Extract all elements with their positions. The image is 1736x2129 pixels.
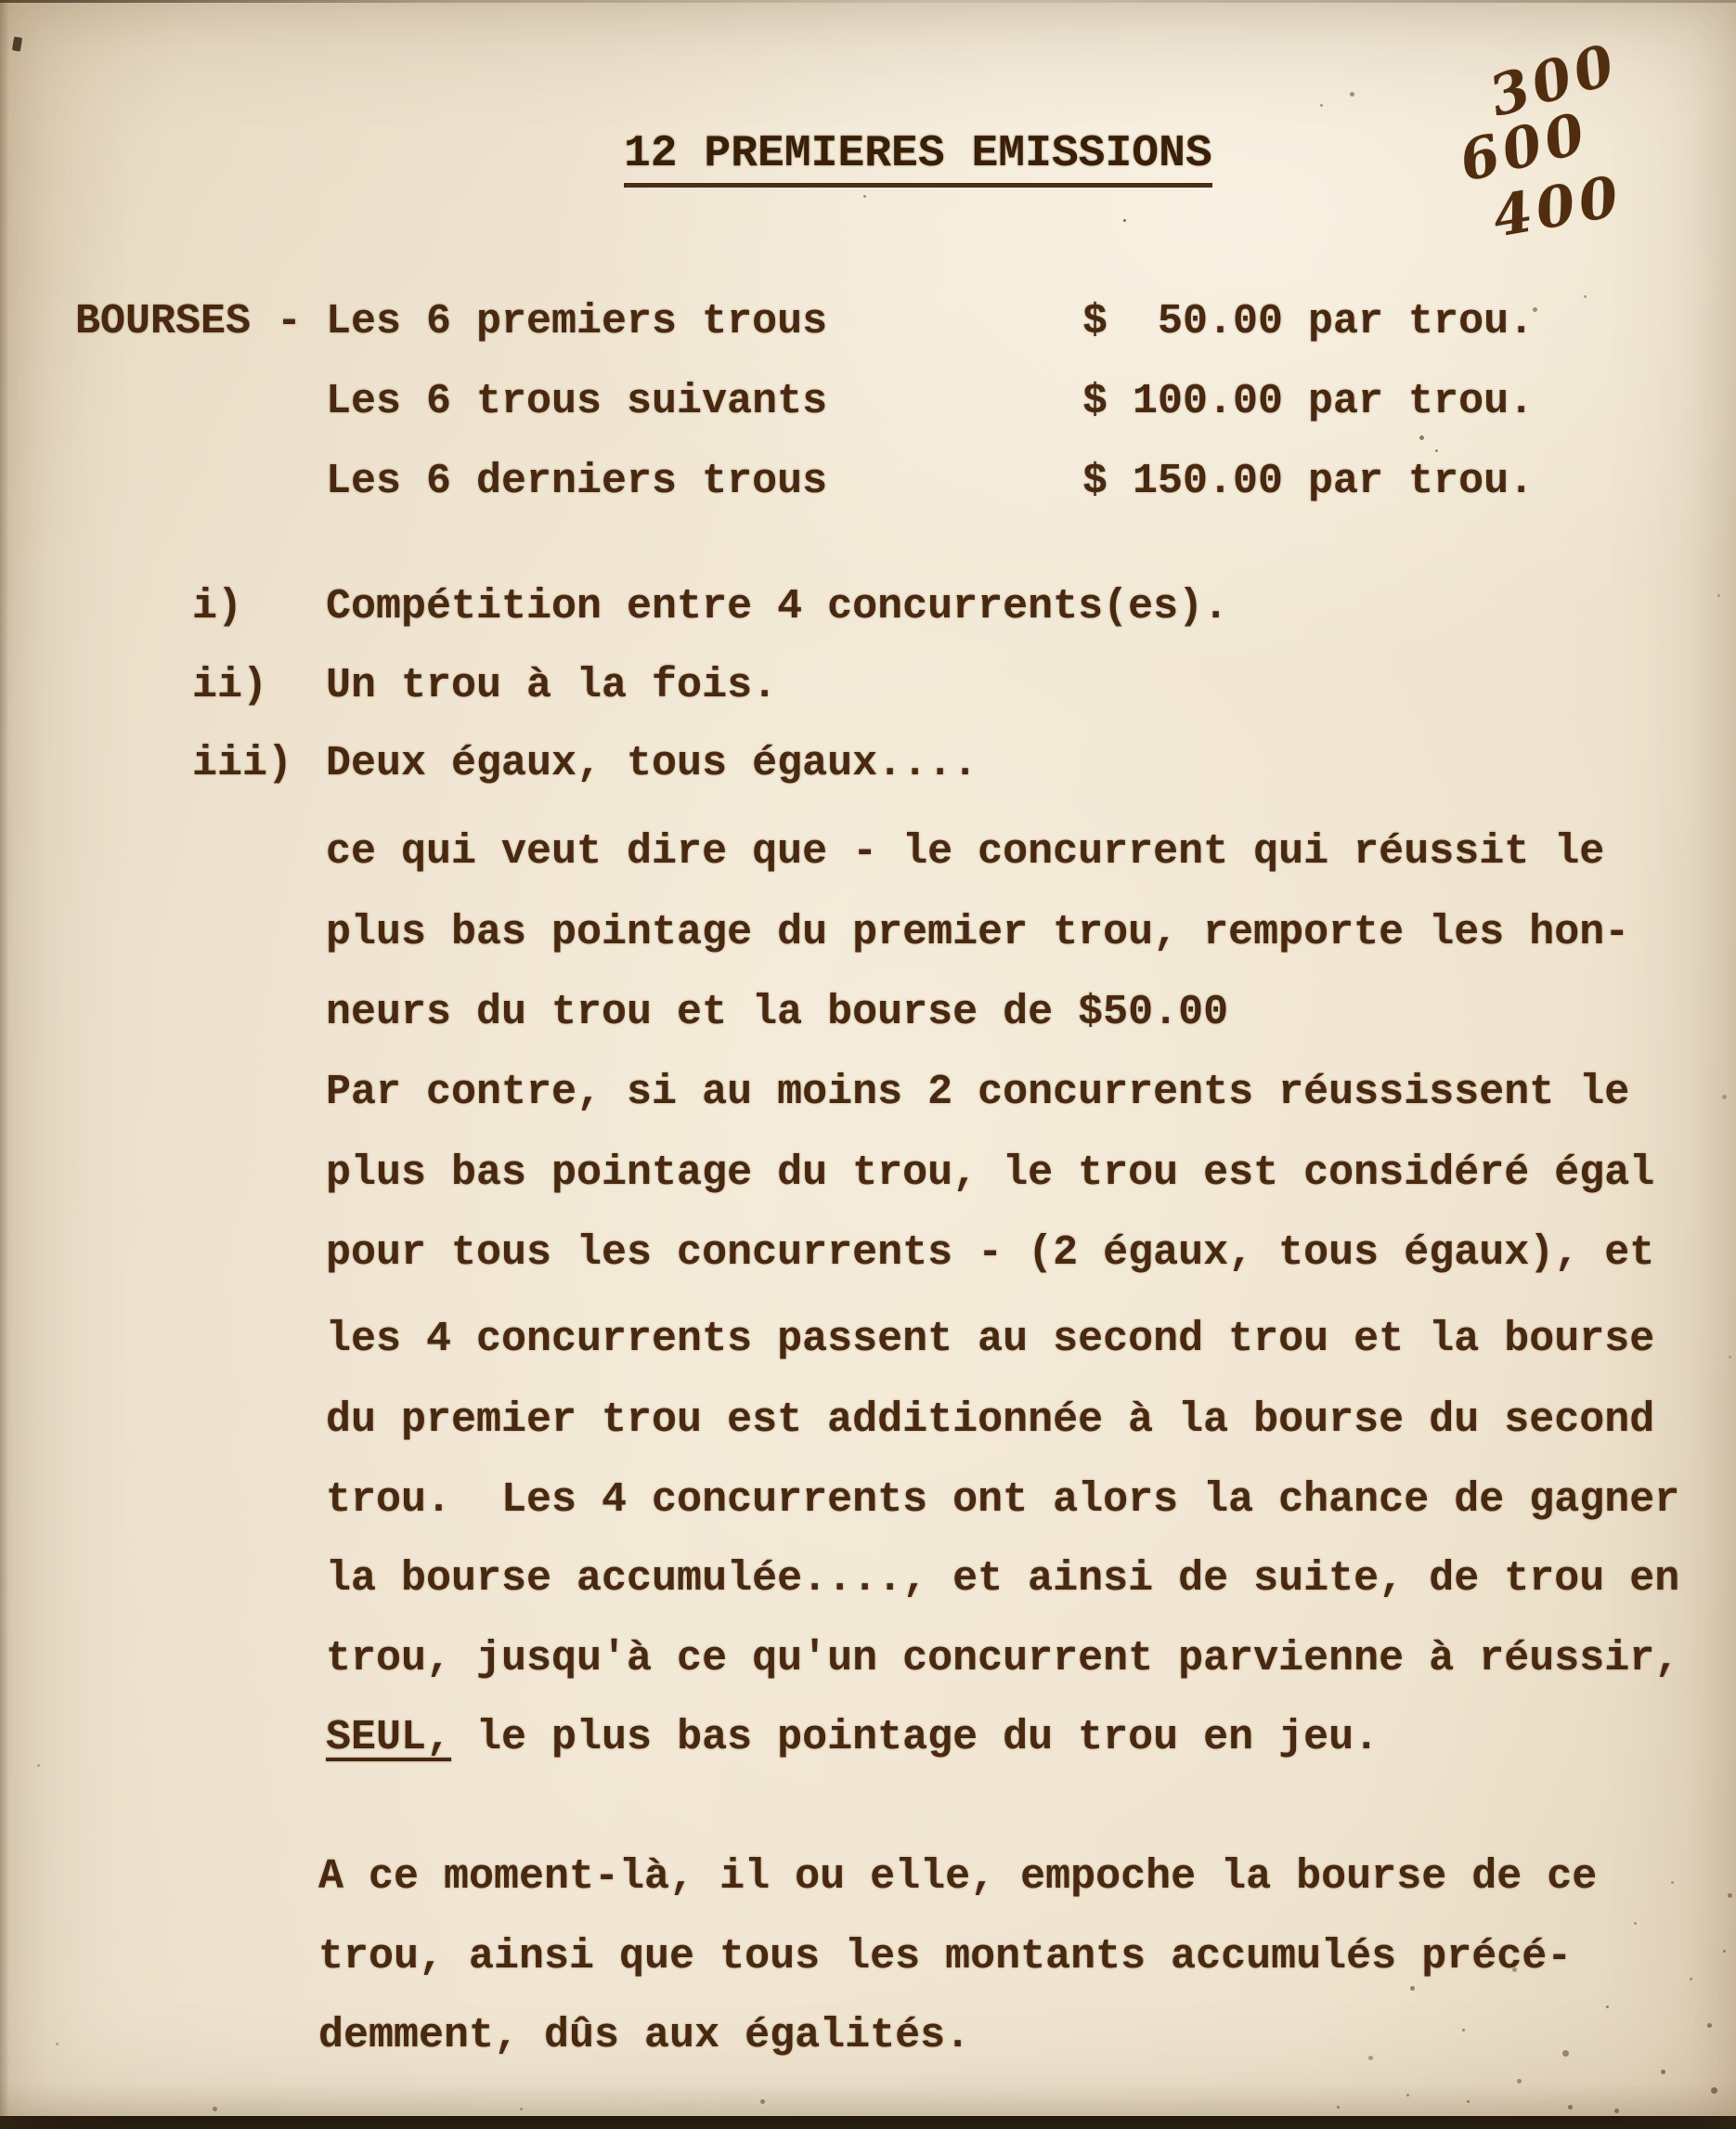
rule-i-marker: i)	[192, 583, 243, 630]
handwritten-note-3: 400	[1487, 163, 1628, 251]
bourse-amount-2: $ 100.00 par trou.	[1082, 378, 1535, 425]
paragraph2-line-8	[0, 1635, 1736, 1687]
paragraph-text: les 4 concurrents passent au second trou et la bourse	[326, 1316, 1655, 1363]
bourse-amount-3: $ 150.00 par trou.	[1082, 458, 1535, 505]
rule-i-text: Compétition entre 4 concurrents(es).	[326, 583, 1229, 630]
paragraph2-line-4	[0, 1316, 1736, 1368]
paragraph2-line-2	[0, 1149, 1736, 1201]
bourse-item-1: Les 6 premiers trous	[326, 298, 828, 345]
rule-ii-text: Un trou à la fois.	[326, 662, 778, 709]
paragraph2-line-9-seul	[0, 1714, 1736, 1766]
rule-iii	[0, 740, 1736, 792]
bourses-heading: BOURSES	[75, 298, 252, 345]
rule-iii-marker: iii)	[192, 740, 293, 787]
scan-corner-mark	[12, 36, 22, 51]
paragraph-text: demment, dûs aux égalités.	[318, 2012, 971, 2059]
page-title: 12 PREMIERES EMISSIONS	[624, 130, 1212, 188]
paragraph-text: trou. Les 4 concurrents ont alors la chance de gagner	[326, 1476, 1680, 1524]
paragraph-text: la bourse accumulée...., et ainsi de suite, de trou en	[326, 1555, 1680, 1603]
seul-line	[326, 1714, 1379, 1762]
paragraph1-line-1	[0, 828, 1736, 880]
scan-bottom-shade	[0, 2084, 1736, 2116]
bourses-row-1	[0, 298, 1736, 350]
paragraph2-line-1	[0, 1069, 1736, 1121]
bourse-item-3: Les 6 derniers trous	[326, 458, 828, 505]
bourse-item-2: Les 6 trous suivants	[326, 378, 828, 425]
handwritten-note-2: 600	[1453, 100, 1596, 195]
paragraph-text: trou, ainsi que tous les montants accumulés précé-	[318, 1933, 1573, 1980]
bourses-dash: -	[277, 298, 303, 345]
bourses-row-3	[0, 458, 1736, 510]
paragraph-text: plus bas pointage du trou, le trou est considéré égal	[326, 1149, 1655, 1197]
paragraph-text: A ce moment-là, il ou elle, empoche la bourse de ce	[318, 1853, 1598, 1901]
paper-speckles	[0, 0, 3, 3]
paragraph-text: plus bas pointage du premier trou, remporte les hon-	[326, 909, 1630, 956]
paragraph-text: du premier trou est additionnée à la bourse du second	[326, 1396, 1655, 1444]
paragraph2-line-6	[0, 1476, 1736, 1528]
rule-iii-text: Deux égaux, tous égaux....	[326, 740, 978, 787]
paragraph2-line-5	[0, 1396, 1736, 1448]
paragraph1-line-2	[0, 909, 1736, 961]
paragraph-text: neurs du trou et la bourse de $50.00	[326, 989, 1229, 1036]
scan-bottom-bar	[0, 2116, 1736, 2129]
paragraph3-line-1	[0, 1853, 1736, 1905]
scan-edge-top	[0, 0, 1736, 3]
paragraph2-line-3	[0, 1229, 1736, 1281]
rule-ii-marker: ii)	[192, 662, 268, 709]
paragraph-text: pour tous les concurrents - (2 égaux, tous égaux), et	[326, 1229, 1655, 1277]
paragraph3-line-3	[0, 2012, 1736, 2064]
rule-ii	[0, 662, 1736, 714]
handwritten-note-1: 300	[1483, 32, 1626, 130]
paragraph3-line-2	[0, 1933, 1736, 1985]
paragraph-text: trou, jusqu'à ce qu'un concurrent parvienne à réussir,	[326, 1635, 1680, 1682]
paragraph-text: Par contre, si au moins 2 concurrents réussissent le	[326, 1069, 1630, 1116]
seul-line-rest: le plus bas pointage du trou en jeu.	[451, 1714, 1380, 1761]
paragraph-text: ce qui veut dire que - le concurrent qui réussit le	[326, 828, 1605, 876]
rule-i	[0, 583, 1736, 635]
bourses-row-2	[0, 378, 1736, 430]
bourse-amount-1: $ 50.00 par trou.	[1082, 298, 1535, 345]
seul-underlined-word: SEUL,	[326, 1714, 452, 1761]
paragraph1-line-3	[0, 989, 1736, 1041]
paragraph2-line-7	[0, 1555, 1736, 1607]
